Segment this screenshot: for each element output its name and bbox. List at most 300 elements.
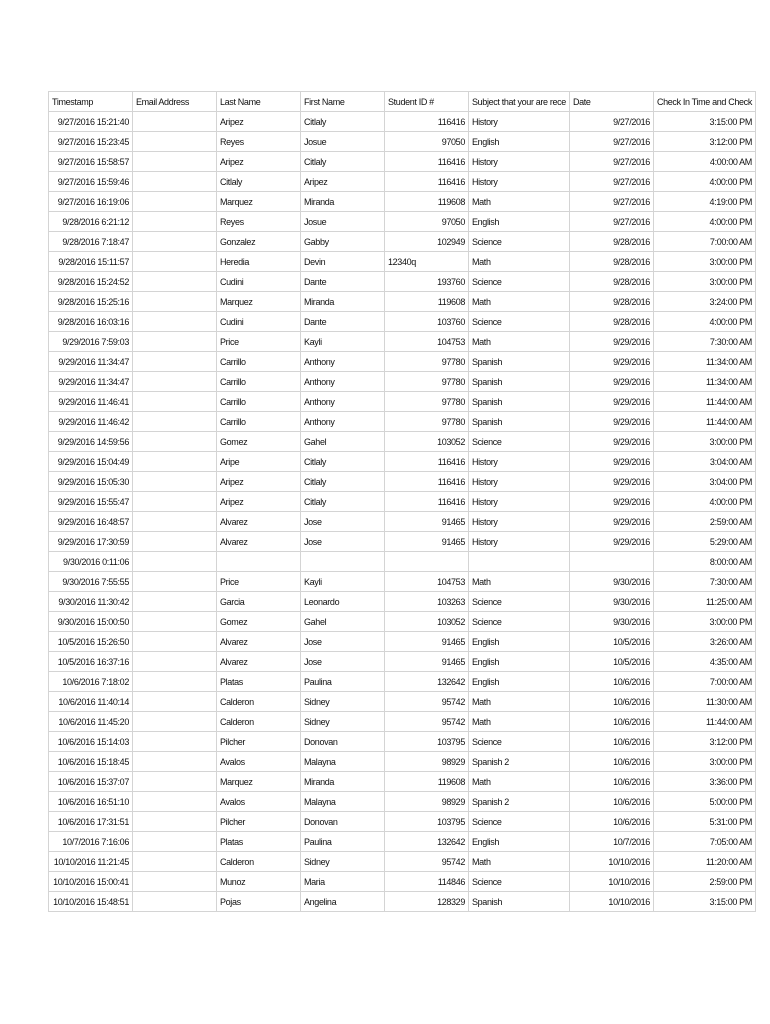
subject-cell: Spanish 2 [469, 792, 570, 812]
timestamp-cell: 9/29/2016 11:34:47 [49, 372, 133, 392]
subject-cell: Science [469, 432, 570, 452]
last-name-cell: Cudini [217, 272, 301, 292]
subject-cell: Spanish [469, 412, 570, 432]
email-cell [133, 712, 217, 732]
student-id-cell: 95742 [385, 712, 469, 732]
timestamp-cell: 9/27/2016 15:59:46 [49, 172, 133, 192]
table-body [49, 112, 756, 912]
timestamp-cell: 9/30/2016 0:11:06 [49, 552, 133, 572]
table-row [49, 792, 756, 812]
subject-cell: Science [469, 872, 570, 892]
timestamp-cell: 9/29/2016 16:48:57 [49, 512, 133, 532]
first-name-cell: Maria [301, 872, 385, 892]
table-row [49, 672, 756, 692]
table-row [49, 852, 756, 872]
first-name-cell: Dante [301, 272, 385, 292]
subject-cell: Spanish [469, 892, 570, 912]
student-id-cell: 97780 [385, 352, 469, 372]
date-cell: 9/29/2016 [569, 452, 653, 472]
date-cell: 9/30/2016 [569, 572, 653, 592]
table-row [49, 612, 756, 632]
first-name-cell: Gahel [301, 612, 385, 632]
check-in-time-cell: 4:00:00 PM [653, 212, 755, 232]
timestamp-cell: 10/10/2016 15:00:41 [49, 872, 133, 892]
check-in-time-cell: 7:30:00 AM [653, 332, 755, 352]
first-name-cell: Aripez [301, 172, 385, 192]
timestamp-cell: 9/28/2016 15:11:57 [49, 252, 133, 272]
first-name-cell: Jose [301, 632, 385, 652]
email-cell [133, 252, 217, 272]
student-id-cell [385, 552, 469, 572]
subject-cell: Science [469, 312, 570, 332]
first-name-cell: Josue [301, 212, 385, 232]
student-id-cell: 116416 [385, 492, 469, 512]
email-cell [133, 772, 217, 792]
first-name-cell: Leonardo [301, 592, 385, 612]
date-cell: 10/6/2016 [569, 792, 653, 812]
first-name-cell: Sidney [301, 712, 385, 732]
email-cell [133, 432, 217, 452]
date-cell [569, 552, 653, 572]
check-in-time-cell: 11:30:00 AM [653, 692, 755, 712]
first-name-cell: Josue [301, 132, 385, 152]
first-name-cell: Angelina [301, 892, 385, 912]
last-name-cell: Pilcher [217, 732, 301, 752]
timestamp-cell: 10/6/2016 11:40:14 [49, 692, 133, 712]
check-in-time-cell: 3:26:00 AM [653, 632, 755, 652]
check-in-time-cell: 7:30:00 AM [653, 572, 755, 592]
student-id-cell: 91465 [385, 512, 469, 532]
check-in-time-cell: 4:00:00 PM [653, 172, 755, 192]
student-id-cell: 12340q [385, 252, 469, 272]
first-name-cell: Anthony [301, 352, 385, 372]
check-in-time-cell: 4:00:00 PM [653, 312, 755, 332]
first-name-cell: Paulina [301, 832, 385, 852]
email-cell [133, 152, 217, 172]
check-in-time-cell: 7:05:00 AM [653, 832, 755, 852]
email-cell [133, 732, 217, 752]
date-cell: 10/6/2016 [569, 712, 653, 732]
date-cell: 9/29/2016 [569, 352, 653, 372]
table-row [49, 772, 756, 792]
table-row [49, 632, 756, 652]
last-name-cell: Heredia [217, 252, 301, 272]
email-cell [133, 832, 217, 852]
date-cell: 9/29/2016 [569, 532, 653, 552]
last-name-cell: Pojas [217, 892, 301, 912]
student-id-cell: 97050 [385, 212, 469, 232]
date-cell: 9/27/2016 [569, 152, 653, 172]
timestamp-cell: 10/10/2016 15:48:51 [49, 892, 133, 912]
check-in-time-cell: 11:34:00 AM [653, 352, 755, 372]
last-name-cell: Carrillo [217, 412, 301, 432]
last-name-cell: Gomez [217, 612, 301, 632]
email-cell [133, 592, 217, 612]
email-cell [133, 192, 217, 212]
date-cell: 9/29/2016 [569, 332, 653, 352]
check-in-time-cell: 11:44:00 AM [653, 712, 755, 732]
first-name-cell: Miranda [301, 772, 385, 792]
first-name-cell [301, 552, 385, 572]
check-in-time-cell: 5:29:00 AM [653, 532, 755, 552]
timestamp-cell: 10/5/2016 16:37:16 [49, 652, 133, 672]
email-cell [133, 552, 217, 572]
header-last-name: Last Name [217, 92, 301, 112]
student-id-cell: 116416 [385, 452, 469, 472]
subject-cell: English [469, 832, 570, 852]
subject-cell: English [469, 672, 570, 692]
table-row [49, 352, 756, 372]
table-row [49, 512, 756, 532]
first-name-cell: Citlaly [301, 472, 385, 492]
header-check-in-time: Check In Time and Check [653, 92, 755, 112]
email-cell [133, 112, 217, 132]
last-name-cell: Aripez [217, 112, 301, 132]
subject-cell: English [469, 632, 570, 652]
timestamp-cell: 10/6/2016 11:45:20 [49, 712, 133, 732]
date-cell: 9/28/2016 [569, 312, 653, 332]
timestamp-cell: 9/29/2016 17:30:59 [49, 532, 133, 552]
subject-cell: Math [469, 712, 570, 732]
check-in-time-cell: 2:59:00 PM [653, 872, 755, 892]
timestamp-cell: 9/29/2016 11:46:41 [49, 392, 133, 412]
date-cell: 9/29/2016 [569, 432, 653, 452]
timestamp-cell: 9/30/2016 7:55:55 [49, 572, 133, 592]
table-row [49, 752, 756, 772]
subject-cell: History [469, 152, 570, 172]
subject-cell: Science [469, 232, 570, 252]
timestamp-cell: 9/30/2016 15:00:50 [49, 612, 133, 632]
first-name-cell: Devin [301, 252, 385, 272]
subject-cell: History [469, 512, 570, 532]
student-id-cell: 193760 [385, 272, 469, 292]
table-row [49, 152, 756, 172]
email-cell [133, 612, 217, 632]
student-id-cell: 116416 [385, 112, 469, 132]
last-name-cell: Pilcher [217, 812, 301, 832]
table-row [49, 452, 756, 472]
last-name-cell: Alvarez [217, 652, 301, 672]
header-student-id: Student ID # [385, 92, 469, 112]
date-cell: 9/27/2016 [569, 192, 653, 212]
email-cell [133, 872, 217, 892]
email-cell [133, 132, 217, 152]
last-name-cell: Avalos [217, 792, 301, 812]
timestamp-cell: 9/28/2016 6:21:12 [49, 212, 133, 232]
check-in-time-cell: 3:00:00 PM [653, 612, 755, 632]
check-in-time-cell: 11:25:00 AM [653, 592, 755, 612]
timestamp-cell: 9/29/2016 15:05:30 [49, 472, 133, 492]
table-row [49, 892, 756, 912]
table-row [49, 372, 756, 392]
table-row [49, 172, 756, 192]
timestamp-cell: 10/6/2016 17:31:51 [49, 812, 133, 832]
table-row [49, 132, 756, 152]
first-name-cell: Paulina [301, 672, 385, 692]
date-cell: 10/10/2016 [569, 892, 653, 912]
email-cell [133, 532, 217, 552]
last-name-cell: Platas [217, 832, 301, 852]
first-name-cell: Donovan [301, 732, 385, 752]
date-cell: 9/29/2016 [569, 372, 653, 392]
student-id-cell: 97780 [385, 412, 469, 432]
timestamp-cell: 10/10/2016 11:21:45 [49, 852, 133, 872]
date-cell: 10/6/2016 [569, 812, 653, 832]
check-in-time-cell: 4:00:00 PM [653, 492, 755, 512]
check-in-time-cell: 5:31:00 PM [653, 812, 755, 832]
email-cell [133, 412, 217, 432]
first-name-cell: Dante [301, 312, 385, 332]
check-in-time-cell: 3:00:00 PM [653, 752, 755, 772]
email-cell [133, 512, 217, 532]
student-id-cell: 91465 [385, 652, 469, 672]
email-cell [133, 752, 217, 772]
date-cell: 9/27/2016 [569, 212, 653, 232]
email-cell [133, 392, 217, 412]
header-first-name: First Name [301, 92, 385, 112]
table-row [49, 292, 756, 312]
check-in-time-cell: 4:00:00 AM [653, 152, 755, 172]
header-timestamp: Timestamp [49, 92, 133, 112]
first-name-cell: Jose [301, 652, 385, 672]
timestamp-cell: 9/30/2016 11:30:42 [49, 592, 133, 612]
table-row [49, 692, 756, 712]
check-in-time-cell: 11:34:00 AM [653, 372, 755, 392]
subject-cell: History [469, 452, 570, 472]
email-cell [133, 172, 217, 192]
check-in-time-cell: 3:15:00 PM [653, 112, 755, 132]
check-in-time-cell: 3:12:00 PM [653, 132, 755, 152]
table-row [49, 272, 756, 292]
timestamp-cell: 9/29/2016 11:46:42 [49, 412, 133, 432]
check-in-time-cell: 3:12:00 PM [653, 732, 755, 752]
subject-cell: English [469, 132, 570, 152]
check-in-time-cell: 8:00:00 AM [653, 552, 755, 572]
email-cell [133, 812, 217, 832]
email-cell [133, 452, 217, 472]
table-row [49, 812, 756, 832]
table-row [49, 232, 756, 252]
student-id-cell: 116416 [385, 472, 469, 492]
last-name-cell: Carrillo [217, 392, 301, 412]
table-row [49, 552, 756, 572]
last-name-cell: Calderon [217, 692, 301, 712]
last-name-cell: Reyes [217, 132, 301, 152]
subject-cell: English [469, 652, 570, 672]
header-subject: Subject that your are rece [469, 92, 570, 112]
timestamp-cell: 9/29/2016 15:55:47 [49, 492, 133, 512]
last-name-cell: Munoz [217, 872, 301, 892]
header-date: Date [569, 92, 653, 112]
subject-cell: History [469, 472, 570, 492]
last-name-cell: Garcia [217, 592, 301, 612]
date-cell: 9/29/2016 [569, 472, 653, 492]
check-in-time-cell: 3:36:00 PM [653, 772, 755, 792]
subject-cell: Spanish 2 [469, 752, 570, 772]
table-row [49, 192, 756, 212]
first-name-cell: Malayna [301, 752, 385, 772]
subject-cell: Science [469, 272, 570, 292]
student-id-cell: 132642 [385, 832, 469, 852]
student-id-cell: 103795 [385, 732, 469, 752]
student-id-cell: 104753 [385, 332, 469, 352]
last-name-cell [217, 552, 301, 572]
check-in-time-cell: 7:00:00 AM [653, 672, 755, 692]
student-id-cell: 116416 [385, 172, 469, 192]
student-id-cell: 98929 [385, 752, 469, 772]
email-cell [133, 572, 217, 592]
table-row [49, 392, 756, 412]
first-name-cell: Citlaly [301, 112, 385, 132]
last-name-cell: Carrillo [217, 372, 301, 392]
student-id-cell: 97780 [385, 372, 469, 392]
student-id-cell: 103795 [385, 812, 469, 832]
spreadsheet-table [48, 91, 756, 912]
check-in-time-cell: 11:20:00 AM [653, 852, 755, 872]
email-cell [133, 492, 217, 512]
check-in-time-cell: 4:19:00 PM [653, 192, 755, 212]
email-cell [133, 312, 217, 332]
check-in-time-cell: 11:44:00 AM [653, 392, 755, 412]
date-cell: 10/6/2016 [569, 772, 653, 792]
last-name-cell: Carrillo [217, 352, 301, 372]
table-row [49, 592, 756, 612]
email-cell [133, 272, 217, 292]
first-name-cell: Kayli [301, 572, 385, 592]
subject-cell: Math [469, 292, 570, 312]
date-cell: 10/6/2016 [569, 732, 653, 752]
last-name-cell: Platas [217, 672, 301, 692]
date-cell: 9/30/2016 [569, 612, 653, 632]
subject-cell: Spanish [469, 352, 570, 372]
student-id-cell: 119608 [385, 772, 469, 792]
date-cell: 9/28/2016 [569, 232, 653, 252]
table-row [49, 212, 756, 232]
email-cell [133, 632, 217, 652]
subject-cell: History [469, 492, 570, 512]
subject-cell: History [469, 172, 570, 192]
date-cell: 10/6/2016 [569, 752, 653, 772]
last-name-cell: Alvarez [217, 632, 301, 652]
first-name-cell: Donovan [301, 812, 385, 832]
email-cell [133, 692, 217, 712]
table-row [49, 572, 756, 592]
first-name-cell: Anthony [301, 372, 385, 392]
table-row [49, 472, 756, 492]
date-cell: 10/10/2016 [569, 872, 653, 892]
student-id-cell: 128329 [385, 892, 469, 912]
table-row [49, 712, 756, 732]
date-cell: 10/5/2016 [569, 652, 653, 672]
subject-cell [469, 552, 570, 572]
check-in-time-cell: 3:04:00 PM [653, 472, 755, 492]
first-name-cell: Malayna [301, 792, 385, 812]
check-in-time-cell: 3:00:00 PM [653, 432, 755, 452]
last-name-cell: Calderon [217, 712, 301, 732]
date-cell: 9/29/2016 [569, 512, 653, 532]
timestamp-cell: 9/29/2016 14:59:56 [49, 432, 133, 452]
date-cell: 10/6/2016 [569, 692, 653, 712]
timestamp-cell: 9/27/2016 16:19:06 [49, 192, 133, 212]
subject-cell: Math [469, 252, 570, 272]
last-name-cell: Price [217, 332, 301, 352]
table-row [49, 332, 756, 352]
first-name-cell: Miranda [301, 292, 385, 312]
last-name-cell: Aripez [217, 152, 301, 172]
timestamp-cell: 10/7/2016 7:16:06 [49, 832, 133, 852]
subject-cell: Math [469, 772, 570, 792]
student-id-cell: 104753 [385, 572, 469, 592]
check-in-time-cell: 2:59:00 AM [653, 512, 755, 532]
date-cell: 10/5/2016 [569, 632, 653, 652]
student-id-cell: 114846 [385, 872, 469, 892]
timestamp-cell: 9/28/2016 7:18:47 [49, 232, 133, 252]
first-name-cell: Jose [301, 512, 385, 532]
subject-cell: Science [469, 812, 570, 832]
first-name-cell: Gahel [301, 432, 385, 452]
check-in-time-cell: 11:44:00 AM [653, 412, 755, 432]
student-id-cell: 91465 [385, 532, 469, 552]
student-id-cell: 119608 [385, 192, 469, 212]
date-cell: 10/7/2016 [569, 832, 653, 852]
table-row [49, 112, 756, 132]
subject-cell: Science [469, 612, 570, 632]
first-name-cell: Kayli [301, 332, 385, 352]
last-name-cell: Marquez [217, 292, 301, 312]
table-row [49, 492, 756, 512]
table-row [49, 732, 756, 752]
timestamp-cell: 9/29/2016 15:04:49 [49, 452, 133, 472]
email-cell [133, 892, 217, 912]
email-cell [133, 212, 217, 232]
last-name-cell: Calderon [217, 852, 301, 872]
student-id-cell: 98929 [385, 792, 469, 812]
date-cell: 9/30/2016 [569, 592, 653, 612]
last-name-cell: Cudini [217, 312, 301, 332]
subject-cell: Math [469, 852, 570, 872]
last-name-cell: Aripez [217, 492, 301, 512]
timestamp-cell: 9/27/2016 15:23:45 [49, 132, 133, 152]
subject-cell: Math [469, 332, 570, 352]
check-in-time-cell: 4:35:00 AM [653, 652, 755, 672]
student-id-cell: 103052 [385, 432, 469, 452]
first-name-cell: Citlaly [301, 152, 385, 172]
timestamp-cell: 10/6/2016 15:14:03 [49, 732, 133, 752]
timestamp-cell: 9/28/2016 15:25:16 [49, 292, 133, 312]
first-name-cell: Anthony [301, 392, 385, 412]
check-in-time-cell: 7:00:00 AM [653, 232, 755, 252]
date-cell: 9/27/2016 [569, 172, 653, 192]
email-cell [133, 472, 217, 492]
last-name-cell: Citlaly [217, 172, 301, 192]
check-in-time-cell: 3:00:00 PM [653, 272, 755, 292]
first-name-cell: Anthony [301, 412, 385, 432]
timestamp-cell: 10/6/2016 15:37:07 [49, 772, 133, 792]
subject-cell: History [469, 112, 570, 132]
date-cell: 9/29/2016 [569, 412, 653, 432]
timestamp-cell: 9/27/2016 15:58:57 [49, 152, 133, 172]
student-id-cell: 119608 [385, 292, 469, 312]
date-cell: 9/28/2016 [569, 272, 653, 292]
first-name-cell: Citlaly [301, 492, 385, 512]
date-cell: 9/29/2016 [569, 392, 653, 412]
subject-cell: Science [469, 592, 570, 612]
email-cell [133, 292, 217, 312]
first-name-cell: Sidney [301, 852, 385, 872]
student-id-cell: 116416 [385, 152, 469, 172]
date-cell: 9/27/2016 [569, 132, 653, 152]
student-id-cell: 95742 [385, 692, 469, 712]
